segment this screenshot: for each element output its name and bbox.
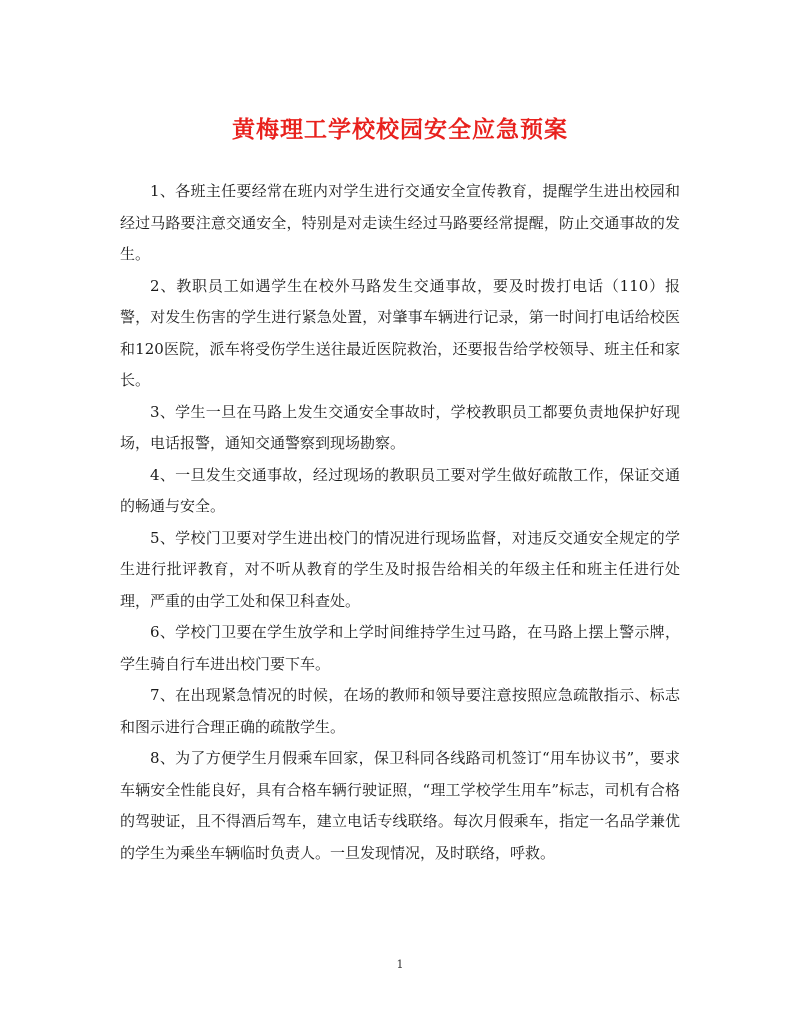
paragraph-6: 6、学校门卫要在学生放学和上学时间维持学生过马路，在马路上摆上警示牌，学生骑自行车进出校门要下车。 (120, 623, 680, 673)
paragraph-4: 4、一旦发生交通事故，经过现场的教职员工要对学生做好疏散工作，保证交通的畅通与安全。 (120, 465, 680, 515)
paragraph-1: 1、各班主任要经常在班内对学生进行交通安全宣传教育，提醒学生进出校园和经过马路要注意交通安全，特别是对走读生经过马路要经常提醒，防止交通事故的发生。 (120, 182, 680, 263)
paragraph-5: 5、学校门卫要对学生进出校门的情况进行现场监督，对违反交通安全规定的学生进行批评教育，对不听从教育的学生及时报告给相关的年级主任和班主任进行处理，严重的由学工处和保卫科查处。 (120, 528, 680, 610)
page-number: 1 (396, 958, 404, 971)
paragraph-7: 7、在出现紧急情况的时候，在场的教师和领导要注意按照应急疏散指示、标志和图示进行合理正确的疏散学生。 (120, 686, 680, 736)
document-body (120, 176, 680, 869)
paragraph-3: 3、学生一旦在马路上发生交通安全事故时，学校教职员工都要负责地保护好现场，电话报警，通知交通警察到现场勘察。 (120, 402, 680, 452)
paragraph-8: 8、为了方便学生月假乘车回家，保卫科同各线路司机签订“用车协议书”，要求车辆安全性能良好，具有合格车辆行驶证照，“理工学校学生用车”标志，司机有合格的驾驶证，且不得酒后驾车，建立电话专线联络。每次月假乘车，指定一名品学兼优的学生为乘坐车辆临时负责人。一旦发现情况，及时联络，呼救。 (120, 749, 680, 862)
document-title: 黄梅理工学校校园安全应急预案 (232, 116, 568, 143)
paragraph-2: 2、教职员工如遇学生在校外马路发生交通事故，要及时拨打电话（110）报警，对发生伤害的学生进行紧急处置，对肇事车辆进行记录，第一时间打电话给校医和120医院，派车将受伤学生送往最近医院救治，还要报告给学校领导、班主任和家长。 (120, 276, 680, 389)
